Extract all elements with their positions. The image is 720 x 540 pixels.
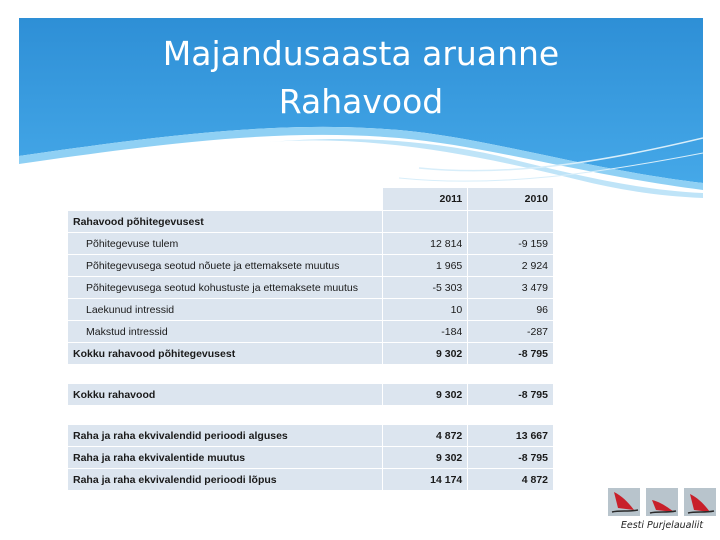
value-2011: -5 303: [382, 277, 468, 299]
row-label: Põhitegevusega seotud kohustuste ja ettemaksete muutus: [68, 277, 382, 299]
value-2010: [468, 211, 553, 233]
row-label: Raha ja raha ekvivalendid perioodi lõpus: [68, 469, 382, 491]
table-row: [68, 233, 553, 255]
column-header-2011: 2011: [382, 188, 468, 211]
row-label: Rahavood põhitegevusest: [68, 211, 382, 233]
value-2011: 10: [382, 299, 468, 321]
header-blank-cell: [68, 188, 382, 211]
value-2011: 12 814: [382, 233, 468, 255]
table-row: [68, 211, 553, 233]
row-label: Raha ja raha ekvivalentide muutus: [68, 447, 382, 469]
value-2011: [382, 211, 468, 233]
value-2010: 4 872: [468, 469, 553, 491]
value-2010: -8 795: [468, 447, 553, 469]
table-spacer: [68, 365, 553, 384]
organization-logo: [604, 486, 720, 540]
value-2011: -184: [382, 321, 468, 343]
table-row-total: [68, 343, 553, 365]
table-row: [68, 425, 553, 447]
value-2011: 9 302: [382, 343, 468, 365]
value-2011: 9 302: [382, 384, 468, 406]
value-2010: 96: [468, 299, 553, 321]
table-row: [68, 299, 553, 321]
column-header-2010: 2010: [468, 188, 553, 211]
value-2010: 3 479: [468, 277, 553, 299]
table-row: [68, 277, 553, 299]
row-label: Põhitegevuse tulem: [68, 233, 382, 255]
value-2010: 13 667: [468, 425, 553, 447]
table-header-row: [68, 188, 553, 211]
table-row: [68, 255, 553, 277]
title-line-1: Majandusaasta aruanne: [162, 34, 560, 73]
cashflow-table: [68, 188, 553, 491]
row-label: Laekunud intressid: [68, 299, 382, 321]
value-2010: -9 159: [468, 233, 553, 255]
value-2010: -287: [468, 321, 553, 343]
value-2010: 2 924: [468, 255, 553, 277]
title-line-2: Rahavood: [278, 82, 444, 121]
row-label: Kokku rahavood põhitegevusest: [68, 343, 382, 365]
value-2011: 4 872: [382, 425, 468, 447]
table-spacer: [68, 406, 553, 425]
value-2010: -8 795: [468, 343, 553, 365]
value-2010: -8 795: [468, 384, 553, 406]
table-row: [68, 469, 553, 491]
row-label: Makstud intressid: [68, 321, 382, 343]
row-label: Kokku rahavood: [68, 384, 382, 406]
table-row: [68, 447, 553, 469]
row-label: Põhitegevusega seotud nõuete ja ettemaksete muutus: [68, 255, 382, 277]
table-row: [68, 321, 553, 343]
sailboat-icon: [604, 486, 720, 518]
logo-text: Eesti Purjelaualiit: [620, 520, 704, 531]
row-label: Raha ja raha ekvivalendid perioodi alguses: [68, 425, 382, 447]
value-2011: 9 302: [382, 447, 468, 469]
value-2011: 1 965: [382, 255, 468, 277]
slide-title: [19, 30, 703, 126]
value-2011: 14 174: [382, 469, 468, 491]
table-row-total: [68, 384, 553, 406]
